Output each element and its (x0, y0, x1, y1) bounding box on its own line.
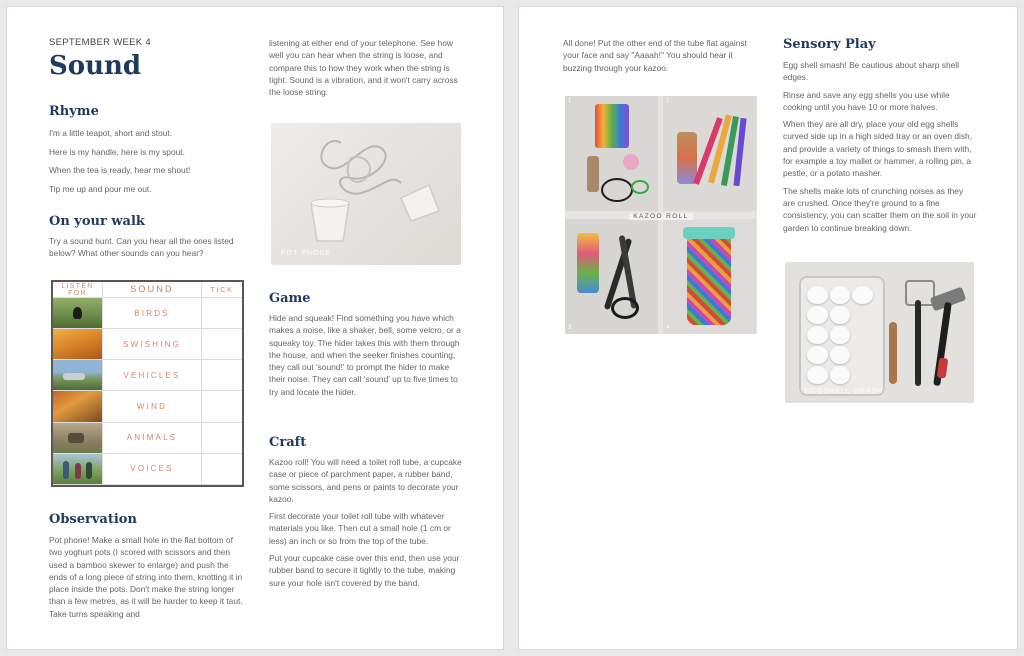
observation-text: Pot phone! Make a small hole in the flat bottom of two yoghurt pots (I scored with scissors and then used a bamboo skewer to enlarge) and push the ends of a long piece of string into them, knotting it in place inside the pots. Don't make the string longer than a few metres, as it will be harder to keep it taut. Take turns speaking and (49, 535, 243, 619)
week-label: SEPTEMBER WEEK 4 (49, 37, 151, 48)
pestle (889, 322, 897, 384)
table-row-sound: ANIMALS (103, 423, 202, 454)
voices-photo (53, 454, 103, 485)
tick-box[interactable] (202, 423, 242, 454)
rhyme-line: I'm a little teapot, short and stout. (49, 128, 173, 138)
photo-caption: POT PHONE (281, 250, 332, 257)
sensory-paragraph: Rinse and save any egg shells you use while cooking until you have 10 or more halves. (783, 89, 950, 112)
wind-photo (53, 391, 103, 422)
step-number: 4 (666, 325, 670, 331)
rhyme-heading: Rhyme (49, 104, 99, 119)
photo-caption: KAZOO ROLL (629, 213, 693, 220)
sensory-paragraph: When they are all dry, place your old egg shells curved side up in a high sided tray or an oven dish, and provide a variety of things to smash them with, for example a toy mallet or hammer, a rolling pin, a pestle, or a potato masher. (783, 119, 973, 179)
tick-box[interactable] (202, 329, 242, 360)
sound-hunt-table (51, 280, 244, 487)
step-number: 2 (666, 98, 670, 104)
game-heading: Game (269, 291, 311, 306)
page-title: Sound (49, 51, 142, 81)
tick-box[interactable] (202, 391, 242, 422)
table-row-sound: BIRDS (103, 298, 202, 329)
sensory-paragraph: The shells make lots of crunching noises as they are crushed. Once they're ground to a fine consistency, you can scatter them on the soil in your garden to continue breaking down. (783, 185, 977, 233)
kazoo-step-photo (663, 219, 756, 334)
sensory-heading: Sensory Play (783, 37, 876, 52)
document-page-left (6, 6, 504, 650)
craft-paragraph: Put your cupcake case over this end, then use your rubber band to secure it tightly to the tube, making sure your hole isn't covered by the band. (269, 553, 460, 588)
kazoo-caption-bar (565, 212, 757, 220)
col-header-tick: TICK (202, 282, 242, 298)
pot-phone-illustration (271, 123, 461, 265)
craft-text (269, 456, 463, 594)
eggshells (807, 286, 873, 384)
swishing-photo (53, 329, 103, 360)
col-header-listen: LISTEN FOR (53, 282, 103, 298)
rhyme-line: Here is my handle, here is my spout. (49, 146, 185, 157)
walk-heading: On your walk (49, 214, 145, 229)
sensory-text (783, 59, 977, 239)
observation-continued: listening at either end of your telephone. See how well you can hear when the string is loose, and compare this to how they work when the string is tight. Sound is a vibration, and it won't carry across the loose string. (269, 38, 458, 98)
craft-heading: Craft (269, 435, 307, 450)
walk-text: Try a sound hunt. Can you hear all the ones listed below? What other sounds can you hear? (49, 236, 234, 259)
kazoo-step-photo (565, 96, 658, 211)
step-number: 1 (568, 98, 572, 104)
animals-photo (53, 423, 103, 454)
rhyme-text (49, 127, 249, 201)
rhyme-line: When the tea is ready, hear me shout! (49, 165, 191, 175)
observation-heading: Observation (49, 512, 137, 527)
game-text: Hide and squeak! Find something you have which makes a noise, like a shaker, bell, some velcro, or a squeaky toy. The hider takes this with them through the house, and when the seeker finishes counting, they call out 'sound!' to prompt the hider to make their noise. They can call 'sound' up to five times to try and locate the hider. (269, 313, 461, 397)
eggshell-photo (785, 262, 974, 403)
col-header-sound: SOUND (103, 282, 202, 298)
kazoo-step-photo (565, 219, 658, 334)
document-page-right (518, 6, 1018, 650)
table-row-sound: VOICES (103, 454, 202, 485)
tick-box[interactable] (202, 454, 242, 485)
step-number: 3 (568, 325, 572, 331)
table-row-sound: SWISHING (103, 329, 202, 360)
photo-caption: EGGSHELL SMASH (805, 388, 884, 395)
tick-box[interactable] (202, 298, 242, 329)
vehicles-photo (53, 360, 103, 391)
kazoo-step-photo (663, 96, 756, 211)
pot-phone-photo (271, 123, 461, 265)
kazoo-photo-grid (565, 96, 757, 334)
sensory-paragraph: Egg shell smash! Be cautious about sharp shell edges. (783, 60, 959, 83)
craft-paragraph: First decorate your toilet roll tube with whatever materials you like. Then cut a small hole (1 cm or less) an inch or so from the top of the tube. (269, 511, 451, 546)
table-row-sound: WIND (103, 391, 202, 422)
craft-finish-text: All done! Put the other end of the tube flat against your face and say "Aaaah!" You should hear it buzzing through your kazoo. (563, 38, 747, 73)
craft-paragraph: Kazoo roll! You will need a toilet roll tube, a cupcake case or piece of parchment paper, a rubber band, some scissors, and pens or paints to decorate your kazoo. (269, 457, 462, 504)
tick-box[interactable] (202, 360, 242, 391)
birds-photo (53, 298, 103, 329)
rhyme-line: Tip me up and pour me out. (49, 183, 152, 194)
table-row-sound: VEHICLES (103, 360, 202, 391)
